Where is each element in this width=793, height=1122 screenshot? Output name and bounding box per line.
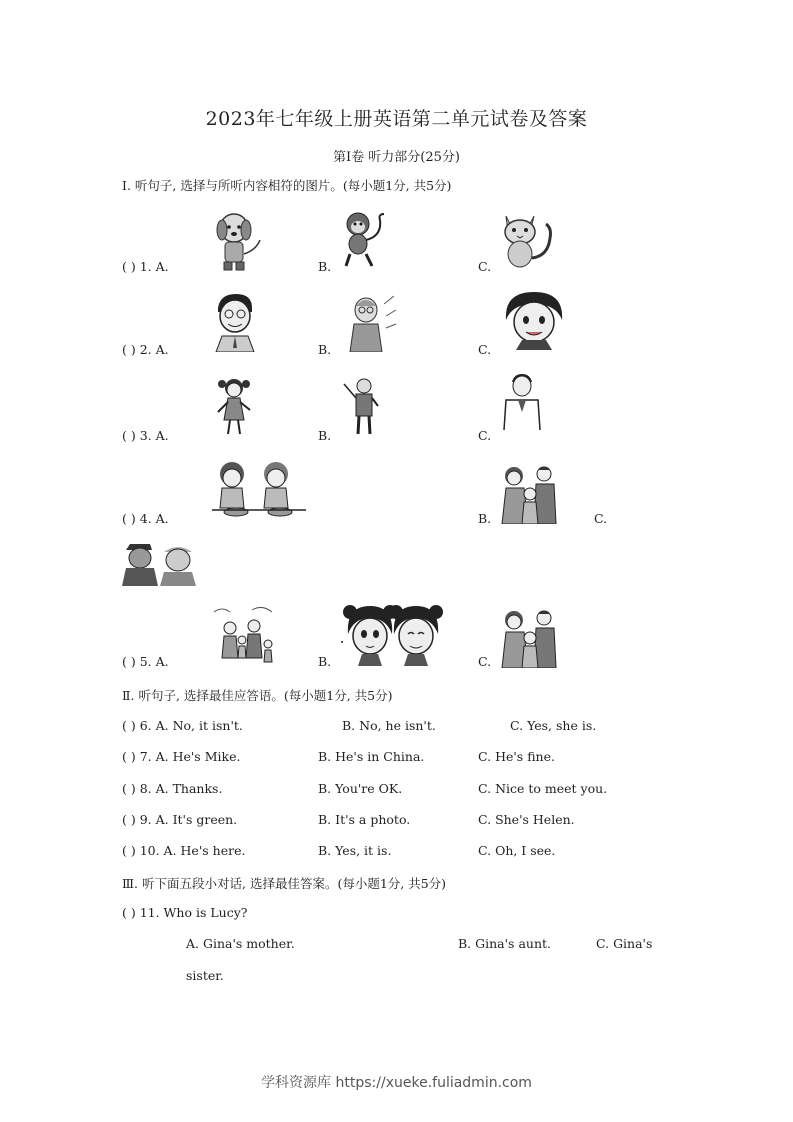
girl-face-icon [502,290,566,352]
q3-option-b: B. [318,428,332,443]
q4-prefix: ( ) 4. A. [122,511,169,526]
family-icon [500,462,560,524]
q10-option-b: B. Yes, it is. [318,843,392,858]
q7-option-c: C. He's fine. [478,749,555,764]
q6-option-c: C. Yes, she is. [510,718,597,733]
two-girls-eating-icon [210,458,308,524]
boy-icon [500,372,544,434]
q6-option-b: B. No, he isn't. [342,718,436,733]
man-face-icon [212,292,258,352]
grandparents-icon [122,540,198,586]
family-outdoor-icon [212,606,276,664]
q3-prefix: ( ) 3. A. [122,428,169,443]
q1-option-c: C. [478,259,492,274]
girl-icon [214,376,254,438]
twin-girls-icon [336,604,444,666]
q7-option-a: ( ) 7. A. He's Mike. [122,749,241,764]
q1-prefix: ( ) 1. A. [122,259,169,274]
cat-icon [498,208,558,270]
q3-option-c: C. [478,428,492,443]
page-subtitle: 第Ⅰ卷 听力部分(25分) [333,150,460,165]
monkey-icon [340,210,390,270]
q8-option-a: ( ) 8. A. Thanks. [122,781,223,796]
q4-option-c: C. [594,511,608,526]
q11-option-c: C. Gina's [596,936,653,951]
family-icon [500,606,560,668]
q8-option-b: B. You're OK. [318,781,403,796]
section2-heading: Ⅱ. 听句子, 选择最佳应答语。(每小题1分, 共5分) [122,688,393,703]
dog-icon [212,210,264,272]
page-title: 2023年七年级上册英语第二单元试卷及答案 [205,108,588,130]
q9-option-b: B. It's a photo. [318,812,411,827]
q6-option-a: ( ) 6. A. No, it isn't. [122,718,243,733]
q11-option-a: A. Gina's mother. [186,936,295,951]
q2-prefix: ( ) 2. A. [122,342,169,357]
q5-option-b: B. [318,654,332,669]
section3-heading: Ⅲ. 听下面五段小对话, 选择最佳答案。(每小题1分, 共5分) [122,876,447,891]
q8-option-c: C. Nice to meet you. [478,781,608,796]
grandpa-icon [346,294,398,352]
section1-heading: Ⅰ. 听句子, 选择与所听内容相符的图片。(每小题1分, 共5分) [122,178,452,193]
q10-option-a: ( ) 10. A. He's here. [122,843,246,858]
q2-option-b: B. [318,342,332,357]
q9-option-a: ( ) 9. A. It's green. [122,812,238,827]
q4-option-b: B. [478,511,492,526]
q2-option-c: C. [478,342,492,357]
q10-option-c: C. Oh, I see. [478,843,556,858]
footer-watermark: 学科资源库 https://xueke.fuliadmin.com [261,1075,532,1091]
q9-option-c: C. She's Helen. [478,812,575,827]
q1-option-b: B. [318,259,332,274]
q11-question: ( ) 11. Who is Lucy? [122,905,248,920]
teacher-icon [342,376,382,438]
q5-option-c: C. [478,654,492,669]
q7-option-b: B. He's in China. [318,749,425,764]
q11-option-c-continued: sister. [186,968,224,983]
q11-option-b: B. Gina's aunt. [458,936,551,951]
q5-prefix: ( ) 5. A. [122,654,169,669]
